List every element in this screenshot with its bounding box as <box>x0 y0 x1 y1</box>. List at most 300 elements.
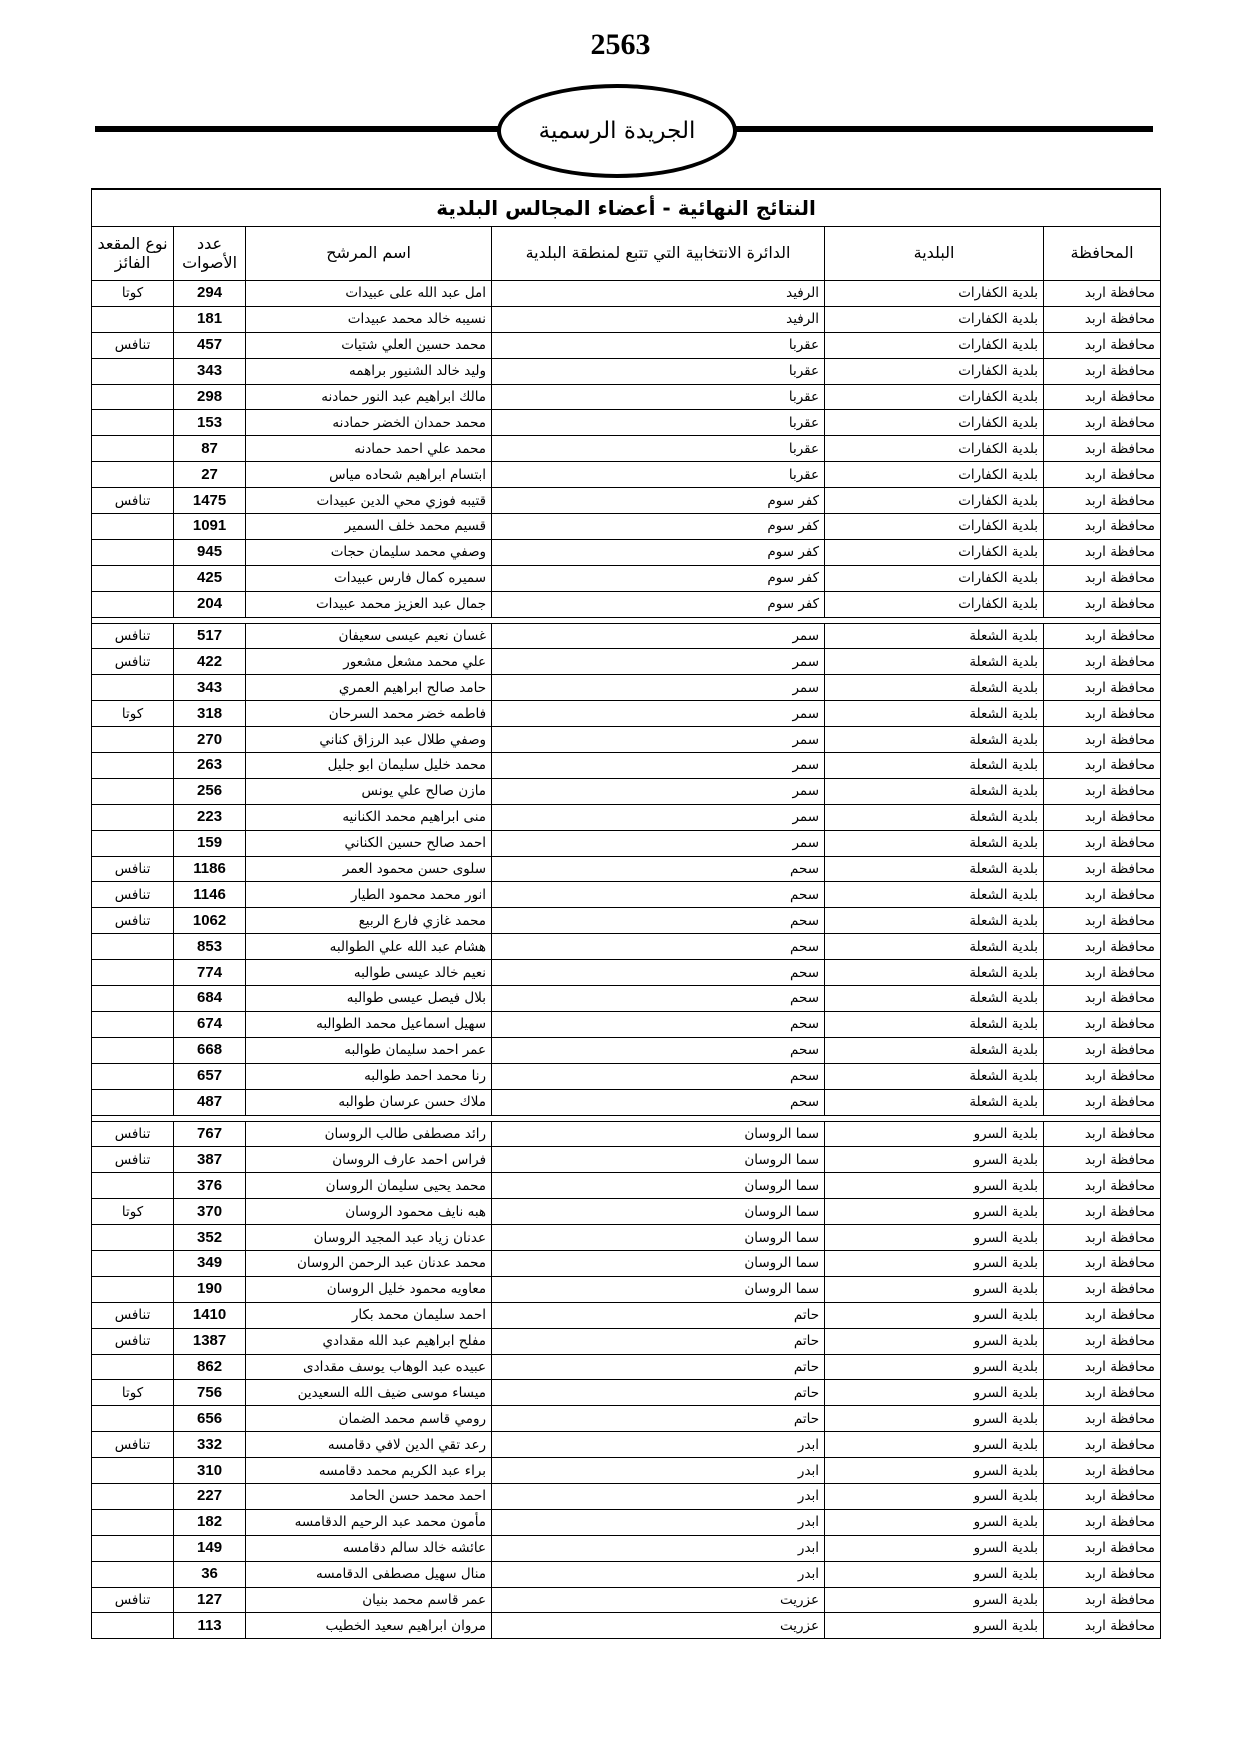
votes-cell: 1146 <box>174 882 246 908</box>
governorate-cell: محافظة اربد <box>1044 410 1161 436</box>
municipality-cell: بلدية الشعلة <box>825 934 1044 960</box>
candidate-name-cell: احمد سليمان محمد بكار <box>246 1302 492 1328</box>
candidate-name-cell: هشام عبد الله علي الطوالبه <box>246 934 492 960</box>
district-cell: عزريت <box>492 1613 825 1639</box>
table-row <box>92 462 1161 488</box>
votes-cell: 457 <box>174 332 246 358</box>
district-cell: حاتم <box>492 1354 825 1380</box>
votes-cell: 853 <box>174 934 246 960</box>
seat-type-cell: تنافس <box>92 1587 174 1613</box>
candidate-name-cell: رومي قاسم محمد الضمان <box>246 1406 492 1432</box>
governorate-cell: محافظة اربد <box>1044 675 1161 701</box>
seat-type-cell: تنافس <box>92 649 174 675</box>
table-row <box>92 1199 1161 1225</box>
candidate-name-cell: سلوى حسن محمود العمر <box>246 856 492 882</box>
governorate-cell: محافظة اربد <box>1044 701 1161 727</box>
seat-type-cell <box>92 830 174 856</box>
table-row <box>92 727 1161 753</box>
votes-cell: 204 <box>174 591 246 617</box>
header-seat-type: نوع المقعد الفائز <box>92 227 174 281</box>
votes-cell: 190 <box>174 1276 246 1302</box>
district-cell: الرفيد <box>492 306 825 332</box>
district-cell: ابدر <box>492 1458 825 1484</box>
seat-type-cell: كوتا <box>92 1199 174 1225</box>
district-cell: سمر <box>492 830 825 856</box>
municipality-cell: بلدية الشعلة <box>825 675 1044 701</box>
table-row <box>92 436 1161 462</box>
governorate-cell: محافظة اربد <box>1044 1147 1161 1173</box>
municipality-cell: بلدية السرو <box>825 1483 1044 1509</box>
candidate-name-cell: محمد يحيى سليمان الروسان <box>246 1173 492 1199</box>
governorate-cell: محافظة اربد <box>1044 1432 1161 1458</box>
table-row <box>92 1302 1161 1328</box>
governorate-cell: محافظة اربد <box>1044 1406 1161 1432</box>
table-row <box>92 701 1161 727</box>
seat-type-cell: تنافس <box>92 856 174 882</box>
table-row <box>92 778 1161 804</box>
governorate-cell: محافظة اربد <box>1044 462 1161 488</box>
municipality-cell: بلدية الشعلة <box>825 778 1044 804</box>
district-cell: كفر سوم <box>492 591 825 617</box>
seat-type-cell <box>92 384 174 410</box>
seat-type-cell <box>92 565 174 591</box>
votes-cell: 181 <box>174 306 246 332</box>
table-row <box>92 332 1161 358</box>
municipality-cell: بلدية السرو <box>825 1354 1044 1380</box>
district-cell: سما الروسان <box>492 1250 825 1276</box>
seat-type-cell <box>92 1225 174 1251</box>
district-cell: سمر <box>492 623 825 649</box>
district-cell: ابدر <box>492 1432 825 1458</box>
seat-type-cell <box>92 1458 174 1484</box>
candidate-name-cell: نسيبه خالد محمد عبيدات <box>246 306 492 332</box>
candidate-name-cell: حامد صالح ابراهيم العمري <box>246 675 492 701</box>
page-number: 2563 <box>590 28 651 61</box>
seat-type-cell <box>92 986 174 1012</box>
votes-cell: 517 <box>174 623 246 649</box>
district-cell: الرفيد <box>492 281 825 307</box>
votes-cell: 153 <box>174 410 246 436</box>
table-row <box>92 675 1161 701</box>
governorate-cell: محافظة اربد <box>1044 306 1161 332</box>
table-row <box>92 1011 1161 1037</box>
district-cell: سحم <box>492 934 825 960</box>
votes-cell: 87 <box>174 436 246 462</box>
votes-cell: 422 <box>174 649 246 675</box>
seat-type-cell <box>92 1063 174 1089</box>
district-cell: سما الروسان <box>492 1173 825 1199</box>
district-cell: حاتم <box>492 1380 825 1406</box>
results-body <box>92 281 1161 1639</box>
seat-type-cell <box>92 1561 174 1587</box>
candidate-name-cell: رعد تقي الدين لافي دقامسه <box>246 1432 492 1458</box>
municipality-cell: بلدية الكفارات <box>825 384 1044 410</box>
candidate-name-cell: محمد عدنان عبد الرحمن الروسان <box>246 1250 492 1276</box>
municipality-cell: بلدية السرو <box>825 1276 1044 1302</box>
seat-type-cell <box>92 753 174 779</box>
district-cell: عقربا <box>492 436 825 462</box>
governorate-cell: محافظة اربد <box>1044 1225 1161 1251</box>
table-row <box>92 1328 1161 1354</box>
governorate-cell: محافظة اربد <box>1044 1561 1161 1587</box>
candidate-name-cell: غسان نعيم عيسى سعيفان <box>246 623 492 649</box>
votes-cell: 376 <box>174 1173 246 1199</box>
table-row <box>92 1613 1161 1639</box>
governorate-cell: محافظة اربد <box>1044 649 1161 675</box>
table-row <box>92 1561 1161 1587</box>
municipality-cell: بلدية السرو <box>825 1432 1044 1458</box>
table-row <box>92 908 1161 934</box>
seat-type-cell <box>92 1089 174 1115</box>
governorate-cell: محافظة اربد <box>1044 1613 1161 1639</box>
seat-type-cell <box>92 1483 174 1509</box>
district-cell: عقربا <box>492 410 825 436</box>
table-row <box>92 539 1161 565</box>
district-cell: سمر <box>492 753 825 779</box>
governorate-cell: محافظة اربد <box>1044 623 1161 649</box>
seat-type-cell: تنافس <box>92 908 174 934</box>
table-title-row <box>92 189 1161 227</box>
table-row <box>92 1587 1161 1613</box>
seat-type-cell <box>92 1354 174 1380</box>
governorate-cell: محافظة اربد <box>1044 591 1161 617</box>
seat-type-cell <box>92 1276 174 1302</box>
table-row <box>92 1276 1161 1302</box>
candidate-name-cell: هبه نايف محمود الروسان <box>246 1199 492 1225</box>
table-row <box>92 1037 1161 1063</box>
district-cell: سحم <box>492 882 825 908</box>
governorate-cell: محافظة اربد <box>1044 830 1161 856</box>
municipality-cell: بلدية السرو <box>825 1587 1044 1613</box>
candidate-name-cell: فاطمه خضر محمد السرحان <box>246 701 492 727</box>
table-row <box>92 1250 1161 1276</box>
municipality-cell: بلدية السرو <box>825 1225 1044 1251</box>
votes-cell: 657 <box>174 1063 246 1089</box>
governorate-cell: محافظة اربد <box>1044 1063 1161 1089</box>
municipality-cell: بلدية الشعلة <box>825 1037 1044 1063</box>
seat-type-cell <box>92 1011 174 1037</box>
seat-type-cell <box>92 358 174 384</box>
table-row <box>92 1380 1161 1406</box>
seat-type-cell: تنافس <box>92 623 174 649</box>
governorate-cell: محافظة اربد <box>1044 1328 1161 1354</box>
table-row <box>92 986 1161 1012</box>
seat-type-cell <box>92 306 174 332</box>
votes-cell: 298 <box>174 384 246 410</box>
votes-cell: 370 <box>174 1199 246 1225</box>
votes-cell: 349 <box>174 1250 246 1276</box>
votes-cell: 343 <box>174 358 246 384</box>
governorate-cell: محافظة اربد <box>1044 778 1161 804</box>
candidate-name-cell: مازن صالح علي يونس <box>246 778 492 804</box>
results-table-container <box>91 188 1160 1639</box>
seat-type-cell <box>92 539 174 565</box>
votes-cell: 1410 <box>174 1302 246 1328</box>
district-cell: عقربا <box>492 384 825 410</box>
candidate-name-cell: فراس احمد عارف الروسان <box>246 1147 492 1173</box>
candidate-name-cell: محمد حمدان الخضر حمادنه <box>246 410 492 436</box>
municipality-cell: بلدية السرو <box>825 1509 1044 1535</box>
governorate-cell: محافظة اربد <box>1044 1458 1161 1484</box>
candidate-name-cell: انور محمد محمود الطيار <box>246 882 492 908</box>
governorate-cell: محافظة اربد <box>1044 384 1161 410</box>
votes-cell: 223 <box>174 804 246 830</box>
governorate-cell: محافظة اربد <box>1044 1587 1161 1613</box>
municipality-cell: بلدية الشعلة <box>825 649 1044 675</box>
table-row <box>92 514 1161 540</box>
seat-type-cell: تنافس <box>92 1121 174 1147</box>
district-cell: كفر سوم <box>492 565 825 591</box>
governorate-cell: محافظة اربد <box>1044 1011 1161 1037</box>
candidate-name-cell: منى ابراهيم محمد الكنانيه <box>246 804 492 830</box>
district-cell: عقربا <box>492 358 825 384</box>
seat-type-cell: تنافس <box>92 332 174 358</box>
municipality-cell: بلدية السرو <box>825 1406 1044 1432</box>
table-row <box>92 410 1161 436</box>
governorate-cell: محافظة اربد <box>1044 1354 1161 1380</box>
governorate-cell: محافظة اربد <box>1044 1037 1161 1063</box>
seat-type-cell <box>92 410 174 436</box>
governorate-cell: محافظة اربد <box>1044 1509 1161 1535</box>
district-cell: سمر <box>492 778 825 804</box>
seat-type-cell: تنافس <box>92 488 174 514</box>
seat-type-cell <box>92 934 174 960</box>
district-cell: سحم <box>492 1089 825 1115</box>
municipality-cell: بلدية الكفارات <box>825 462 1044 488</box>
governorate-cell: محافظة اربد <box>1044 753 1161 779</box>
candidate-name-cell: وليد خالد الشنيور براهمه <box>246 358 492 384</box>
header-governorate: المحافظة <box>1044 227 1161 281</box>
municipality-cell: بلدية السرو <box>825 1121 1044 1147</box>
municipality-cell: بلدية الشعلة <box>825 804 1044 830</box>
candidate-name-cell: عمر احمد سليمان طوالبه <box>246 1037 492 1063</box>
table-row <box>92 804 1161 830</box>
district-cell: سحم <box>492 960 825 986</box>
seat-type-cell: تنافس <box>92 1328 174 1354</box>
votes-cell: 256 <box>174 778 246 804</box>
votes-cell: 668 <box>174 1037 246 1063</box>
district-cell: سما الروسان <box>492 1199 825 1225</box>
candidate-name-cell: مالك ابراهيم عبد النور حمادنه <box>246 384 492 410</box>
district-cell: سحم <box>492 908 825 934</box>
candidate-name-cell: مأمون محمد عبد الرحيم الدقامسه <box>246 1509 492 1535</box>
seat-type-cell: تنافس <box>92 1302 174 1328</box>
gazette-title-oval <box>497 84 737 178</box>
municipality-cell: بلدية السرو <box>825 1380 1044 1406</box>
candidate-name-cell: براء عبد الكريم محمد دقامسه <box>246 1458 492 1484</box>
municipality-cell: بلدية الكفارات <box>825 565 1044 591</box>
votes-cell: 487 <box>174 1089 246 1115</box>
governorate-cell: محافظة اربد <box>1044 856 1161 882</box>
seat-type-cell <box>92 804 174 830</box>
municipality-cell: بلدية الشعلة <box>825 701 1044 727</box>
municipality-cell: بلدية الشعلة <box>825 1011 1044 1037</box>
seat-type-cell <box>92 1509 174 1535</box>
votes-cell: 332 <box>174 1432 246 1458</box>
district-cell: كفر سوم <box>492 514 825 540</box>
votes-cell: 263 <box>174 753 246 779</box>
seat-type-cell <box>92 514 174 540</box>
municipality-cell: بلدية الشعلة <box>825 986 1044 1012</box>
candidate-name-cell: علي محمد مشعل مشعور <box>246 649 492 675</box>
table-row <box>92 1406 1161 1432</box>
table-row <box>92 488 1161 514</box>
results-table <box>91 188 1161 1639</box>
votes-cell: 387 <box>174 1147 246 1173</box>
municipality-cell: بلدية السرو <box>825 1199 1044 1225</box>
votes-cell: 1475 <box>174 488 246 514</box>
table-header-row <box>92 227 1161 281</box>
table-row <box>92 934 1161 960</box>
governorate-cell: محافظة اربد <box>1044 934 1161 960</box>
municipality-cell: بلدية الشعلة <box>825 856 1044 882</box>
candidate-name-cell: جمال عبد العزيز محمد عبيدات <box>246 591 492 617</box>
governorate-cell: محافظة اربد <box>1044 1302 1161 1328</box>
district-cell: سما الروسان <box>492 1147 825 1173</box>
seat-type-cell <box>92 1037 174 1063</box>
gazette-title: الجريدة الرسمية <box>538 118 696 144</box>
votes-cell: 862 <box>174 1354 246 1380</box>
municipality-cell: بلدية السرو <box>825 1613 1044 1639</box>
district-cell: عزريت <box>492 1587 825 1613</box>
table-row <box>92 384 1161 410</box>
seat-type-cell <box>92 727 174 753</box>
district-cell: سحم <box>492 1037 825 1063</box>
district-cell: سمر <box>492 649 825 675</box>
governorate-cell: محافظة اربد <box>1044 960 1161 986</box>
governorate-cell: محافظة اربد <box>1044 358 1161 384</box>
district-cell: سحم <box>492 986 825 1012</box>
governorate-cell: محافظة اربد <box>1044 539 1161 565</box>
seat-type-cell <box>92 1613 174 1639</box>
district-cell: سمر <box>492 804 825 830</box>
seat-type-cell <box>92 1250 174 1276</box>
governorate-cell: محافظة اربد <box>1044 1535 1161 1561</box>
seat-type-cell <box>92 675 174 701</box>
table-row <box>92 856 1161 882</box>
header-candidate: اسم المرشح <box>246 227 492 281</box>
candidate-name-cell: ملاك حسن عرسان طوالبه <box>246 1089 492 1115</box>
header-municipality: البلدية <box>825 227 1044 281</box>
governorate-cell: محافظة اربد <box>1044 804 1161 830</box>
municipality-cell: بلدية الكفارات <box>825 514 1044 540</box>
candidate-name-cell: قسيم محمد خلف السمير <box>246 514 492 540</box>
seat-type-cell <box>92 778 174 804</box>
candidate-name-cell: عدنان زياد عبد المجيد الروسان <box>246 1225 492 1251</box>
district-cell: سما الروسان <box>492 1276 825 1302</box>
municipality-cell: بلدية الكفارات <box>825 281 1044 307</box>
table-title: النتائج النهائية - أعضاء المجالس البلدية <box>92 189 1161 227</box>
candidate-name-cell: عائشه خالد سالم دقامسه <box>246 1535 492 1561</box>
votes-cell: 294 <box>174 281 246 307</box>
candidate-name-cell: نعيم خالد عيسى طوالبه <box>246 960 492 986</box>
votes-cell: 425 <box>174 565 246 591</box>
table-row <box>92 1432 1161 1458</box>
candidate-name-cell: عبيده عبد الوهاب يوسف مقدادى <box>246 1354 492 1380</box>
seat-type-cell: كوتا <box>92 281 174 307</box>
governorate-cell: محافظة اربد <box>1044 1121 1161 1147</box>
table-row <box>92 281 1161 307</box>
municipality-cell: بلدية الكفارات <box>825 539 1044 565</box>
district-cell: ابدر <box>492 1535 825 1561</box>
table-row <box>92 1483 1161 1509</box>
municipality-cell: بلدية الكفارات <box>825 488 1044 514</box>
district-cell: كفر سوم <box>492 488 825 514</box>
table-row <box>92 882 1161 908</box>
votes-cell: 27 <box>174 462 246 488</box>
votes-cell: 270 <box>174 727 246 753</box>
governorate-cell: محافظة اربد <box>1044 1483 1161 1509</box>
district-cell: حاتم <box>492 1406 825 1432</box>
district-cell: سما الروسان <box>492 1121 825 1147</box>
governorate-cell: محافظة اربد <box>1044 1380 1161 1406</box>
seat-type-cell: تنافس <box>92 1432 174 1458</box>
votes-cell: 352 <box>174 1225 246 1251</box>
votes-cell: 756 <box>174 1380 246 1406</box>
municipality-cell: بلدية الشعلة <box>825 830 1044 856</box>
seat-type-cell: كوتا <box>92 1380 174 1406</box>
municipality-cell: بلدية الكفارات <box>825 332 1044 358</box>
municipality-cell: بلدية الشعلة <box>825 1063 1044 1089</box>
district-cell: ابدر <box>492 1509 825 1535</box>
table-row <box>92 960 1161 986</box>
votes-cell: 182 <box>174 1509 246 1535</box>
candidate-name-cell: ابتسام ابراهيم شحاده مياس <box>246 462 492 488</box>
district-cell: عقربا <box>492 462 825 488</box>
votes-cell: 1186 <box>174 856 246 882</box>
governorate-cell: محافظة اربد <box>1044 727 1161 753</box>
candidate-name-cell: قتيبه فوزي محي الدين عبيدات <box>246 488 492 514</box>
municipality-cell: بلدية الشعلة <box>825 960 1044 986</box>
governorate-cell: محافظة اربد <box>1044 882 1161 908</box>
table-row <box>92 1173 1161 1199</box>
votes-cell: 1062 <box>174 908 246 934</box>
municipality-cell: بلدية الكفارات <box>825 306 1044 332</box>
municipality-cell: بلدية الشعلة <box>825 882 1044 908</box>
municipality-cell: بلدية السرو <box>825 1561 1044 1587</box>
district-cell: سمر <box>492 675 825 701</box>
governorate-cell: محافظة اربد <box>1044 1089 1161 1115</box>
votes-cell: 36 <box>174 1561 246 1587</box>
district-cell: سحم <box>492 1063 825 1089</box>
governorate-cell: محافظة اربد <box>1044 514 1161 540</box>
seat-type-cell: تنافس <box>92 1147 174 1173</box>
table-row <box>92 753 1161 779</box>
table-row <box>92 1354 1161 1380</box>
votes-cell: 656 <box>174 1406 246 1432</box>
table-row <box>92 1509 1161 1535</box>
candidate-name-cell: سميره كمال فارس عبيدات <box>246 565 492 591</box>
district-cell: سحم <box>492 856 825 882</box>
votes-cell: 674 <box>174 1011 246 1037</box>
candidate-name-cell: وصفي محمد سليمان حجات <box>246 539 492 565</box>
municipality-cell: بلدية الكفارات <box>825 358 1044 384</box>
table-row <box>92 1121 1161 1147</box>
governorate-cell: محافظة اربد <box>1044 565 1161 591</box>
votes-cell: 1091 <box>174 514 246 540</box>
candidate-name-cell: رنا محمد احمد طوالبه <box>246 1063 492 1089</box>
candidate-name-cell: احمد محمد حسن الحامد <box>246 1483 492 1509</box>
seat-type-cell <box>92 436 174 462</box>
governorate-cell: محافظة اربد <box>1044 986 1161 1012</box>
governorate-cell: محافظة اربد <box>1044 488 1161 514</box>
votes-cell: 310 <box>174 1458 246 1484</box>
candidate-name-cell: بلال فيصل عيسى طوالبه <box>246 986 492 1012</box>
table-row <box>92 623 1161 649</box>
governorate-cell: محافظة اربد <box>1044 908 1161 934</box>
municipality-cell: بلدية السرو <box>825 1328 1044 1354</box>
candidate-name-cell: رائد مصطفى طالب الروسان <box>246 1121 492 1147</box>
